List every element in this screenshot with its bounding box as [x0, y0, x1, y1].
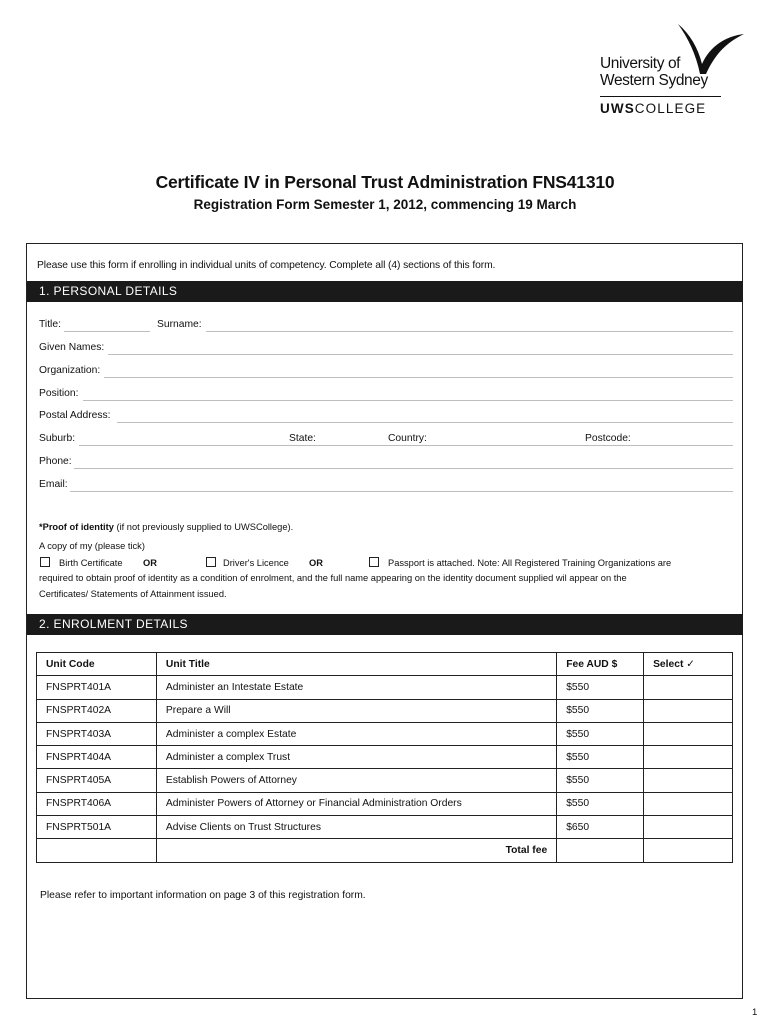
unit-code-cell: FNSPRT404A — [37, 746, 157, 769]
suburb-label: Suburb: — [39, 433, 76, 444]
section-heading-personal-details: 1. PERSONAL DETAILS — [27, 281, 743, 302]
table-row — [37, 722, 733, 745]
page-number: 1 — [752, 1007, 758, 1018]
column-header-select: Select ✓ — [644, 653, 733, 676]
suburb-state-country-postcode-input-line[interactable] — [79, 445, 733, 446]
fee-cell: $550 — [557, 676, 644, 699]
select-cell[interactable] — [644, 816, 733, 839]
drivers-licence-label: Driver's Licence — [223, 558, 289, 568]
or-label-1: OR — [143, 558, 157, 568]
proof-note-line-2: required to obtain proof of identity as a condition of enrolment, and the full name appearing on the identity document supplied wil appear on the — [39, 573, 627, 583]
unit-title-cell: Administer a complex Trust — [156, 746, 556, 769]
page-title: Certificate IV in Personal Trust Administration FNS41310 — [155, 172, 615, 192]
column-header-unit-title: Unit Title — [156, 653, 556, 676]
position-label: Position: — [39, 388, 79, 399]
postcode-label: Postcode: — [585, 433, 631, 444]
unit-title-cell: Administer a complex Estate — [156, 722, 556, 745]
unit-code-cell: FNSPRT402A — [37, 699, 157, 722]
university-name: University of Western Sydney — [600, 55, 708, 89]
select-cell[interactable] — [644, 722, 733, 745]
section-heading-enrolment-details: 2. ENROLMENT DETAILS — [27, 614, 743, 635]
fee-cell: $550 — [557, 722, 644, 745]
unit-code-cell: FNSPRT501A — [37, 816, 157, 839]
table-row — [37, 769, 733, 792]
table-row — [37, 746, 733, 769]
drivers-licence-checkbox[interactable] — [206, 557, 216, 567]
fee-cell: $550 — [557, 792, 644, 815]
unit-title-cell: Administer Powers of Attorney or Financial Administration Orders — [156, 792, 556, 815]
unit-title-cell: Advise Clients on Trust Structures — [156, 816, 556, 839]
column-header-fee: Fee AUD $ — [557, 653, 644, 676]
organization-label: Organization: — [39, 365, 101, 376]
fee-cell: $550 — [557, 699, 644, 722]
select-cell[interactable] — [644, 792, 733, 815]
table-row — [37, 792, 733, 815]
select-cell[interactable] — [644, 746, 733, 769]
unit-code-cell: FNSPRT405A — [37, 769, 157, 792]
unit-code-cell: FNSPRT401A — [37, 676, 157, 699]
postal-address-label: Postal Address: — [39, 410, 111, 421]
fee-cell: $550 — [557, 769, 644, 792]
email-label: Email: — [39, 479, 68, 490]
position-input-line[interactable] — [83, 400, 733, 401]
country-label: Country: — [388, 433, 427, 444]
select-cell[interactable] — [644, 676, 733, 699]
uws-college-logo — [600, 22, 750, 122]
total-row — [37, 839, 733, 862]
fee-cell: $650 — [557, 816, 644, 839]
table-row — [37, 699, 733, 722]
proof-of-identity-heading: *Proof of identity (if not previously supplied to UWSCollege). — [39, 522, 294, 532]
phone-input-line[interactable] — [74, 468, 733, 469]
organization-input-line[interactable] — [104, 377, 733, 378]
unit-title-cell: Establish Powers of Attorney — [156, 769, 556, 792]
total-fee-value-cell[interactable] — [557, 839, 644, 862]
unit-title-cell: Prepare a Will — [156, 699, 556, 722]
birth-certificate-label: Birth Certificate — [59, 558, 123, 568]
enrolment-units-table — [36, 652, 733, 863]
surname-label: Surname: — [157, 319, 202, 330]
birth-certificate-checkbox[interactable] — [40, 557, 50, 567]
intro-text: Please use this form if enrolling in individual units of competency. Complete all (4) sections of this form. — [37, 260, 496, 271]
total-fee-label: Total fee — [156, 839, 556, 862]
please-tick-text: A copy of my (please tick) — [39, 541, 145, 551]
state-label: State: — [289, 433, 316, 444]
given-names-input-line[interactable] — [108, 354, 733, 355]
email-input-line[interactable] — [70, 491, 733, 492]
unit-code-cell: FNSPRT403A — [37, 722, 157, 745]
passport-label: Passport is attached. Note: All Registered Training Organizations are — [388, 558, 672, 568]
total-empty-cell — [37, 839, 157, 862]
title-input-line[interactable] — [64, 331, 150, 332]
or-label-2: OR — [309, 558, 323, 568]
title-label: Title: — [39, 319, 61, 330]
phone-label: Phone: — [39, 456, 72, 467]
table-row — [37, 816, 733, 839]
proof-note-line-3: Certificates/ Statements of Attainment issued. — [39, 589, 227, 599]
surname-input-line[interactable] — [206, 331, 733, 332]
fee-cell: $550 — [557, 746, 644, 769]
refer-note: Please refer to important information on page 3 of this registration form. — [40, 890, 366, 901]
unit-code-cell: FNSPRT406A — [37, 792, 157, 815]
column-header-unit-code: Unit Code — [37, 653, 157, 676]
postal-address-input-line[interactable] — [117, 422, 733, 423]
unit-title-cell: Administer an Intestate Estate — [156, 676, 556, 699]
table-header-row — [37, 653, 733, 676]
logo-divider — [600, 96, 721, 97]
select-cell[interactable] — [644, 769, 733, 792]
select-cell[interactable] — [644, 699, 733, 722]
given-names-label: Given Names: — [39, 342, 105, 353]
total-select-cell — [644, 839, 733, 862]
table-row — [37, 676, 733, 699]
passport-checkbox[interactable] — [369, 557, 379, 567]
page-subtitle: Registration Form Semester 1, 2012, commencing 19 March — [193, 197, 577, 212]
college-name: UWSCOLLEGE — [600, 101, 707, 116]
